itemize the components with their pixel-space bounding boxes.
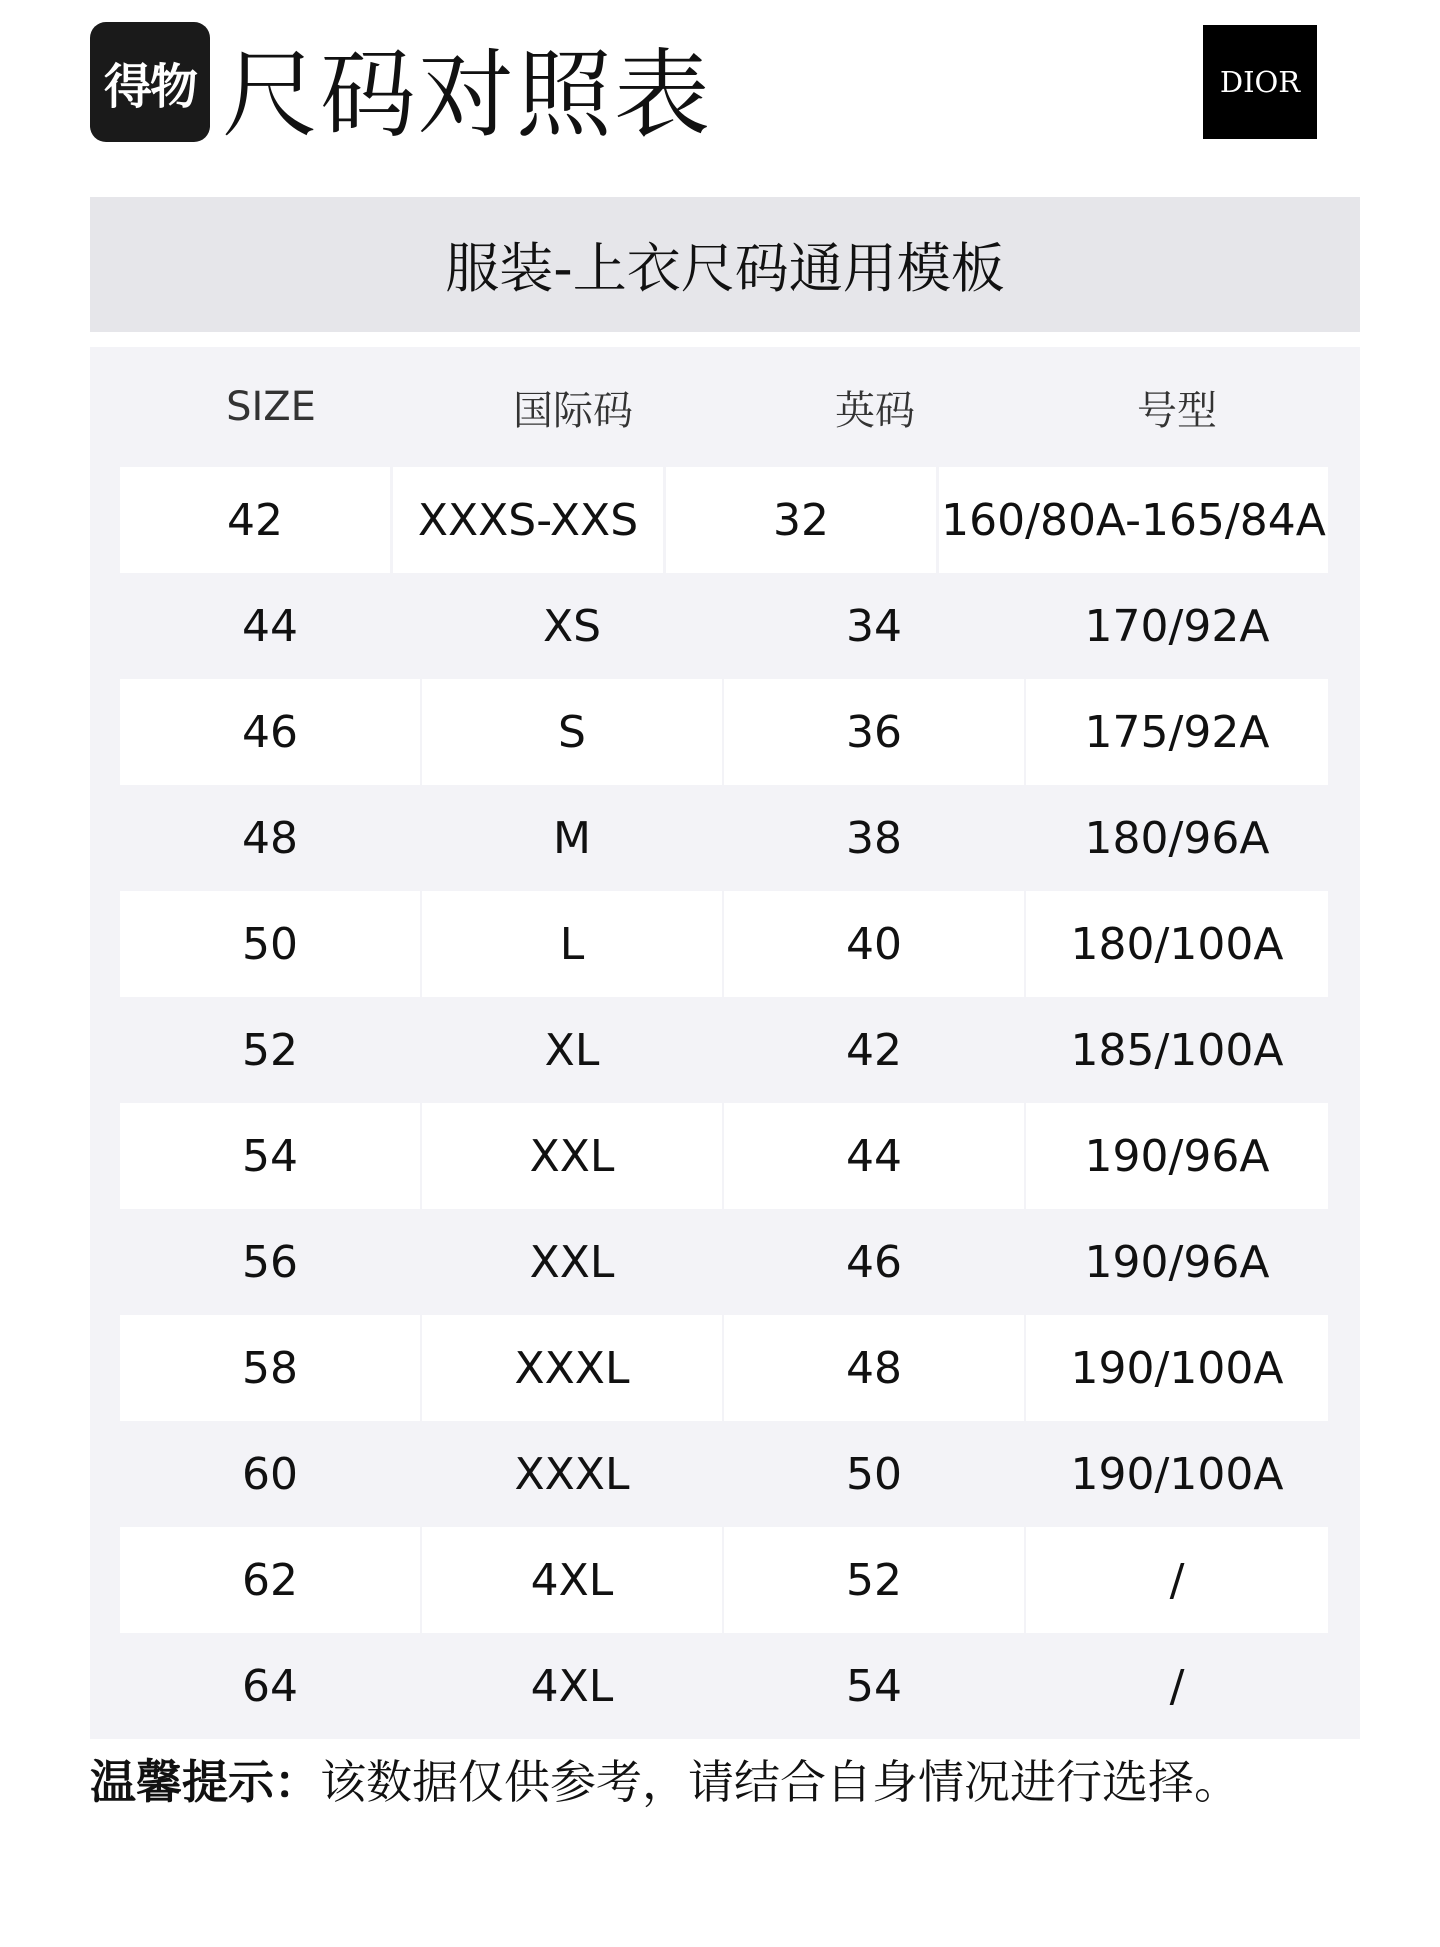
table-row [120, 1421, 1328, 1527]
cell-size: 62 [120, 1527, 420, 1633]
table-row [120, 1209, 1328, 1315]
cell-fit: / [1026, 1527, 1328, 1633]
column-header-size: SIZE [226, 384, 316, 430]
brand-logo [1203, 25, 1317, 139]
table-header [120, 347, 1328, 467]
cell-international: XS [542, 600, 602, 652]
column-header-uk: 英码 [835, 387, 915, 434]
app-logo [90, 22, 210, 142]
table-row [120, 1527, 1328, 1633]
cell-size: 50 [120, 891, 420, 997]
cell-international: XXL [422, 1103, 722, 1209]
cell-international: M [553, 812, 591, 864]
cell-international: XXXL [514, 1448, 630, 1500]
cell-size: 60 [242, 1448, 298, 1500]
table-row [120, 1103, 1328, 1209]
cell-fit: 175/92A [1026, 679, 1328, 785]
table-row [120, 573, 1328, 679]
cell-size: 44 [242, 600, 298, 652]
cell-size: 54 [120, 1103, 420, 1209]
cell-size: 52 [242, 1024, 298, 1076]
cell-uk: 44 [724, 1103, 1024, 1209]
cell-fit: 180/96A [1084, 812, 1270, 864]
cell-size: 56 [242, 1236, 298, 1288]
cell-size: 46 [120, 679, 420, 785]
table-row [120, 1315, 1328, 1421]
brand-logo-text: DIOR [1219, 65, 1301, 99]
cell-uk: 50 [846, 1448, 902, 1500]
cell-international: L [422, 891, 722, 997]
table-row [120, 891, 1328, 997]
cell-fit: 190/96A [1084, 1236, 1270, 1288]
cell-uk: 46 [846, 1236, 902, 1288]
table-subtitle: 服装-上衣尺码通用模板 [445, 237, 1005, 300]
cell-international: 4XL [530, 1660, 614, 1712]
page-title: 尺码对照表 [222, 39, 712, 151]
table-row [120, 679, 1328, 785]
cell-international: S [422, 679, 722, 785]
cell-size: 64 [242, 1660, 298, 1712]
cell-uk: 52 [724, 1527, 1024, 1633]
cell-fit: 180/100A [1026, 891, 1328, 997]
size-table [90, 347, 1360, 1739]
cell-size: 58 [120, 1315, 420, 1421]
cell-international: XXXL [422, 1315, 722, 1421]
cell-uk: 48 [724, 1315, 1024, 1421]
cell-fit: 160/80A-165/84A [939, 467, 1328, 573]
cell-uk: 34 [846, 600, 902, 652]
cell-uk: 40 [724, 891, 1024, 997]
cell-size: 42 [120, 467, 390, 573]
cell-uk: 38 [846, 812, 902, 864]
table-row [120, 467, 1328, 573]
cell-fit: 190/100A [1026, 1315, 1328, 1421]
cell-fit: 170/92A [1084, 600, 1270, 652]
column-header-international: 国际码 [513, 387, 633, 434]
cell-fit: 185/100A [1070, 1024, 1284, 1076]
cell-international: XXXS-XXS [393, 467, 663, 573]
table-row [120, 1633, 1328, 1739]
table-row [120, 785, 1328, 891]
cell-uk: 54 [846, 1660, 902, 1712]
app-logo-text: 得物 [103, 58, 196, 115]
cell-uk: 32 [666, 467, 936, 573]
tip-label: 温馨提示： [90, 1755, 320, 1809]
tip-note [90, 1752, 1240, 1812]
cell-international: XXL [529, 1236, 615, 1288]
cell-fit: 190/100A [1070, 1448, 1284, 1500]
tip-text: 该数据仅供参考，请结合自身情况进行选择。 [320, 1755, 1240, 1809]
table-row [120, 997, 1328, 1103]
cell-size: 48 [242, 812, 298, 864]
cell-international: 4XL [422, 1527, 722, 1633]
cell-uk: 36 [724, 679, 1024, 785]
cell-fit: 190/96A [1026, 1103, 1328, 1209]
cell-international: XL [544, 1024, 600, 1076]
subtitle-band [90, 197, 1360, 332]
column-header-fit: 号型 [1137, 387, 1217, 434]
cell-fit: / [1169, 1660, 1185, 1712]
cell-uk: 42 [846, 1024, 902, 1076]
